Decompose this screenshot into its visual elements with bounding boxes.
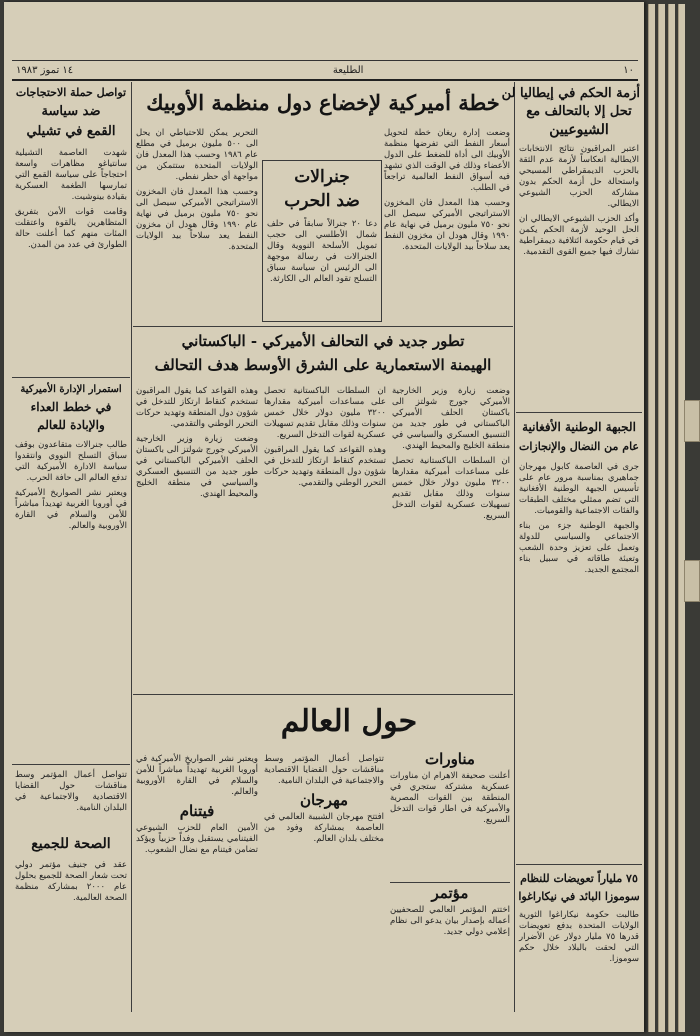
section-rule	[12, 764, 130, 765]
page-date: ١٤ تموز ١٩٨٣	[16, 64, 74, 76]
main2-col-1	[392, 386, 510, 688]
paragraph: ويعتبر نشر الصواريخ الأميركية في أوروبا الغربية تهديداً مباشراً للأمن والسلام في القارة الأوروبية والعالم.	[15, 488, 127, 531]
paragraph: وحسب هذا المعدل فان المخزون الاستراتيجي الأميركي سيصل الى نحو ٧٥٠ مليون برميل في نهاية عام ١٩٩٠ وقال هودل ان مخزون النفط يعد سلاحاً بيد الولايات المتحدة.	[384, 198, 510, 252]
right-head-5: عام من النضال والإنجازات	[519, 440, 639, 453]
right-article-2	[519, 462, 639, 858]
left-head-3: القمع في تشيلي	[26, 124, 116, 139]
main-article-col-2	[136, 128, 258, 322]
page-number: ١٠	[623, 64, 634, 76]
paragraph: ويعتبر نشر الصواريخ الأميركية في أوروبا الغربية تهديداً مباشراً للأمن والسلام في القارة الأوروبية والعالم.	[136, 754, 258, 797]
paragraph: ان السلطات الباكستانية تحصل على مساعدات أميركية مقدارها ٣٢٠٠ مليون دولار خلال خمس سنوات وذلك مقابل تقديم تسهيلات عسكرية لقوات التدخل السريع.	[264, 386, 386, 440]
paragraph: دعا ٢٠ جنرالاً سابقاً في حلف شمال الأطلسي الى حجب تمويل الأسلحة النووية وقال الجنرالات في رسالة موجهة الى الرئيس ان سياسة سباق التسلح تقود العالم الى الكارثة.	[267, 219, 377, 284]
box-title-1: جنرالات	[294, 167, 350, 187]
left-article-3	[15, 770, 127, 830]
binder-tab	[684, 560, 700, 602]
left-head-4: استمرار الإدارة الأميركية	[20, 384, 122, 395]
left-article-1	[15, 148, 127, 372]
paragraph: تتواصل أعمال المؤتمر وسط مناقشات حول القضايا الاقتصادية والاجتماعية في البلدان النامية.	[15, 770, 127, 813]
paragraph: التحرير يمكن للاحتياطي ان يحل الى ٥٠٠ مليون برميل في مطلع عام ١٩٨٦ وحسب هذا المعدل فان الولايات المتحدة ستتمكن من مواجهة أي حظر نفطي.	[136, 128, 258, 182]
paragraph: تتواصل أعمال المؤتمر وسط مناقشات حول القضايا الاقتصادية والاجتماعية في البلدان النامية.	[264, 754, 384, 786]
section-rule	[390, 882, 510, 883]
world-sub-2: مؤتمر	[431, 884, 469, 902]
world-banner: حول العالم	[280, 704, 418, 739]
right-head-3: الشيوعيين	[549, 122, 609, 138]
page-edge	[648, 4, 655, 1032]
section-rule	[133, 694, 513, 695]
world-sub-4: فيتنام	[179, 802, 215, 820]
world-col-3	[264, 754, 384, 1018]
paragraph: عقد في جنيف مؤتمر دولي تحت شعار الصحة للجميع بحلول عام ٢٠٠٠ بمشاركة منظمة الصحة العالمية.	[15, 860, 127, 903]
page-header	[12, 60, 638, 81]
paragraph: أعلنت صحيفة الاهرام ان مناورات عسكرية مشتركة ستجري في المنطقة بين القوات المصرية والأميركية في اطار قوات التدخل السريع.	[390, 771, 510, 825]
paragraph: طالب جنرالات متقاعدون بوقف سباق التسلح النووي وانتقدوا سياسة الادارة الأميركية التي تدفع العالم الى حافة الحرب.	[15, 440, 127, 483]
paragraph: وهذه القواعد كما يقول المراقبون تستخدم كنقاط ارتكاز للتدخل في شؤون دول المنطقة وتهديد حركات التحرر الوطني والتقدمي.	[136, 386, 258, 429]
paragraph: ان السلطات الباكستانية تحصل على مساعدات أميركية مقدارها ٣٢٠٠ مليون دولار خلال خمس سنوات وذلك مقابل تقديم تسهيلات عسكرية لقوات التدخل السريع.	[392, 456, 510, 521]
section-rule	[516, 412, 642, 413]
world-sub-3: مهرجان	[299, 791, 349, 809]
left-head-6: والإبادة للعالم	[37, 418, 105, 432]
right-head-4: الجبهة الوطنية الأفغانية	[522, 420, 636, 434]
main2-col-2	[264, 386, 386, 688]
page-edge	[658, 4, 665, 1032]
column-rule	[514, 82, 515, 1012]
world-col-4	[136, 754, 258, 1018]
generals-box	[262, 160, 382, 322]
paragraph: والجبهة الوطنية جزء من بناء الاجتماعي والسياسي للدولة وتعمل على تعزيز وحدة الشعب وتعبئة طاقاته في سبيل بناء المجتمع الجديد.	[519, 521, 639, 575]
section-rule	[516, 864, 642, 865]
left-head-2: ضد سياسة	[41, 104, 101, 119]
section-rule	[133, 326, 513, 327]
headline-2-line-2: الهيمنة الاستعمارية على الشرق الأوسط هدف التحالف	[154, 356, 492, 374]
paragraph: افتتح مهرجان الشبيبة العالمي في العاصمة بمشاركة وفود من مختلف بلدان العالم.	[264, 812, 384, 844]
world-col-2	[390, 884, 510, 1018]
main-headline: خطة أميركية لإخضاع دول منظمة الأوبيك	[146, 90, 500, 115]
main-article-col-1	[384, 128, 510, 322]
paragraph: اختتم المؤتمر العالمي للصحفيين أعماله بإصدار بيان يدعو الى نظام إعلامي دولي جديد.	[390, 905, 510, 937]
right-head-7: سوموزا البائد في نيكاراغوا	[518, 890, 640, 903]
paragraph: وضعت زيارة وزير الخارجية الأميركي جورج شولتز الى باكستان الحلف الأميركي الباكستاني في طور جديد من التنسيق العسكري والسياسي في منطقة الخليج والمحيط الهندي.	[136, 434, 258, 499]
main2-col-3	[136, 386, 258, 688]
paragraph: وضعت زيارة وزير الخارجية الأميركي جورج شولتز الى باكستان الحلف الأميركي الباكستاني في طور جديد من التنسيق العسكري والسياسي في منطقة الخليج والمحيط الهندي.	[392, 386, 510, 451]
paragraph: وأكد الحزب الشيوعي الايطالي ان الحل الوحيد لأزمة الحكم يكمن في قيام حكومة ائتلافية ديمقراطية تشارك فيها جميع القوى التقدمية.	[519, 214, 639, 257]
binder-tab	[684, 400, 700, 442]
world-sub-1: مناورات	[425, 750, 475, 768]
box-title-2: ضد الحرب	[284, 191, 360, 211]
headline-2-line-1: تطور جديد في التحالف الأميركي - الباكستاني	[181, 332, 465, 350]
page-edge	[678, 4, 685, 1032]
right-head-2: تحل إلا بالتحالف مع	[526, 104, 632, 119]
left-head-5: في خطط العداء	[30, 400, 112, 414]
world-col-1	[390, 750, 510, 878]
right-article-1	[519, 144, 639, 406]
paragraph: وهذه القواعد كما يقول المراقبون تستخدم كنقاط ارتكاز للتدخل في شؤون دول المنطقة وتهديد حركات التحرر الوطني والتقدمي.	[264, 445, 386, 488]
column-rule	[131, 82, 132, 1012]
paragraph: وحسب هذا المعدل فان المخزون الاستراتيجي الأميركي سيصل الى نحو ٧٥٠ مليون برميل في نهاية عام ١٩٩٠ وقال هودل ان مخزون النفط يعد سلاحاً بيد الولايات المتحدة.	[136, 187, 258, 252]
box-text	[267, 219, 377, 317]
section-name: الطليعة	[332, 64, 364, 76]
left-article-4	[15, 860, 127, 1018]
page-edge	[668, 4, 675, 1032]
paragraph: شهدت العاصمة التشيلية سانتياغو مظاهرات واسعة احتجاجاً على سياسة القمع التي تمارسها الطغمة العسكرية بقيادة بينوشيت.	[15, 148, 127, 202]
world-sub-5: الصحة للجميع	[31, 836, 111, 852]
section-rule	[12, 377, 130, 378]
right-article-3	[519, 910, 639, 1020]
paragraph: اعتبر المراقبون نتائج الانتخابات الايطالية انعكاساً لأزمة عدم الثقة بالحزب الديمقراطي المسيحي واستحالة حل أزمة الحكم بدون مشاركة الحزب الشيوعي الايطالي.	[519, 144, 639, 209]
paragraph: وقامت قوات الأمن بتفريق المتظاهرين بالقوة واعتقلت المئات منهم كما أعلنت حالة الطوارئ في عدد من المدن.	[15, 207, 127, 250]
right-head-6: ٧٥ ملياراً تعويضات للنظام	[520, 872, 638, 885]
paragraph: الأمين العام للحزب الشيوعي الفيتنامي يستقبل وفداً حزبياً ويؤكد تضامن فيتنام مع نضال الشعوب.	[136, 823, 258, 855]
right-head-1: أزمة الحكم في إيطاليا لن	[501, 86, 640, 101]
paragraph: طالبت حكومة نيكاراغوا الثورية الولايات المتحدة بدفع تعويضات قدرها ٧٥ مليار دولار عن الأضرار التي لحقت بالبلاد خلال حكم سوموزا.	[519, 910, 640, 964]
paragraph: وضعت إدارة ريغان خطة لتحويل أسعار النفط التي تفرضها منظمة الأوبيك الى أداة للضغط على الدول الأعضاء وذلك في الوقت الذي تشهد فيه أسواق النفط العالمية تراجعاً في الطلب.	[384, 128, 510, 193]
left-head-1: تواصل حملة الاحتجاجات	[15, 86, 127, 99]
paragraph: جرى في العاصمة كابول مهرجان جماهيري بمناسبة مرور عام على تأسيس الجبهة الوطنية الأفغانية التي تضم ممثلي مختلف الطبقات والفئات الاجتماعية والقوميات.	[519, 462, 639, 516]
newspaper-page	[4, 2, 644, 1032]
left-article-2	[15, 440, 127, 758]
